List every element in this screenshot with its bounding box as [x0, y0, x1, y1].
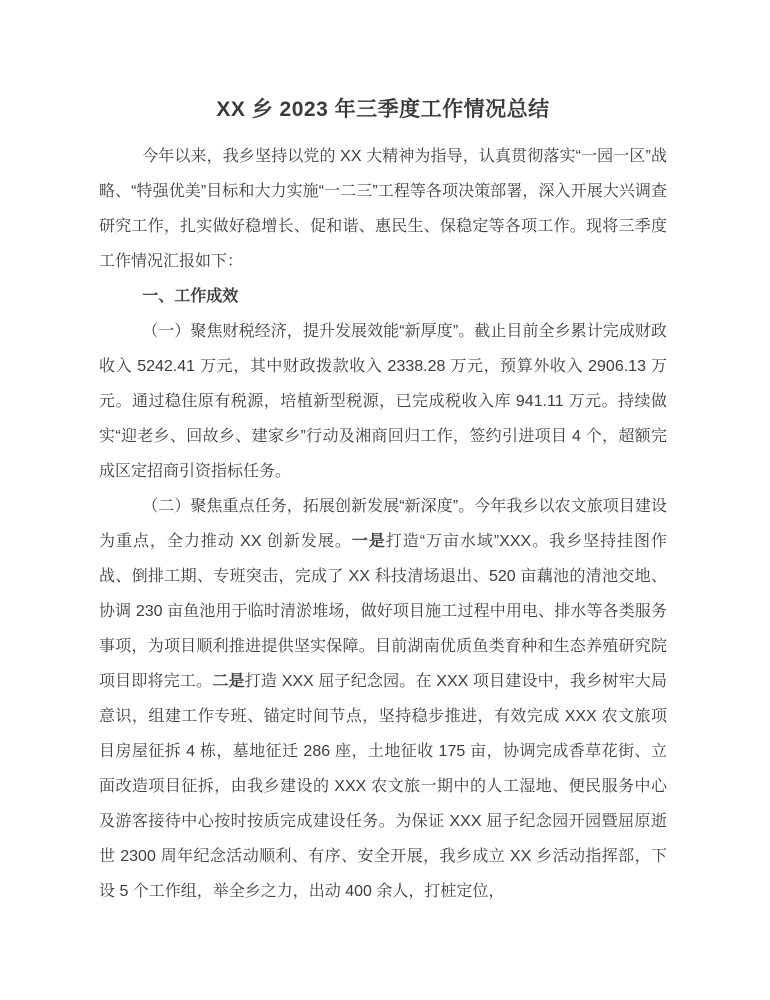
paragraph [99, 314, 667, 489]
bold-run: 一、工作成效 [142, 288, 239, 305]
paragraph [99, 139, 667, 279]
text-run: （一）聚焦财税经济，提升发展效能“新厚度”。截止目前全乡累计完成财政收入 5242.41 万元，其中财政拨款收入 2338.28 万元，预算外收入 2906.13 万元。通过稳住原有税源，培植新型税源，已完成税收入库 941.11 万元。持续做实“迎老乡、回故乡、建家乡”行动及湘商回归工作，签约引进项目 4 个，超额完成区定招商引资指标任务。 [99, 323, 667, 480]
bold-run: 一是 [351, 533, 386, 550]
bold-run: 二是 [212, 673, 245, 690]
text-run: 今年以来，我乡坚持以党的 XX 大精神为指导，认真贯彻落实“一园一区”战略、“特强优美”目标和大力实施“一二三”工程等各项决策部署，深入开展大兴调查研究工作，扎实做好稳增长、促和谐、惠民生、保稳定等各项工作。现将三季度工作情况汇报如下： [99, 148, 667, 270]
text-run: 打造“万亩水域”XXX。我乡坚持挂图作战、倒排工期、专班突击，完成了 XX 科技清场退出、520 亩藕池的清池交地、协调 230 亩鱼池用于临时清淤堆场，做好项目施工过程中用电、排水等各类服务事项，为项目顺利推进提供坚实保障。目前湖南优质鱼类育种和生态养殖研究院项目即将完工。 [99, 533, 667, 690]
text-run: （二）聚焦重点任务，拓展创新发展“新深度”。今年我乡以农文旅项目建设为重点，全力推动 XX 创新发展。 [99, 498, 667, 550]
text-run: 打造 XXX 屈子纪念园。在 XXX 项目建设中，我乡树牢大局意识，组建工作专班、锚定时间节点，坚持稳步推进，有效完成 XXX 农文旅项目房屋征拆 4 栋，墓地征迁 286 座，土地征收 175 亩，协调完成香草花街、立面改造项目征拆，由我乡建设的 XXX 农文旅一期中的人工湿地、便民服务中心及游客接待中心按时按质完成建设任务。为保证 XXX 屈子纪念园开园暨屈原逝世 2300 周年纪念活动顺利、有序、安全开展，我乡成立 XX 乡活动指挥部，下设 5 个工作组，举全乡之力，出动 400 余人，打桩定位， [99, 673, 667, 900]
document-body [99, 139, 667, 909]
paragraph [99, 489, 667, 909]
section-heading [99, 279, 667, 314]
document-title: XX 乡 2023 年三季度工作情况总结 [216, 98, 550, 121]
